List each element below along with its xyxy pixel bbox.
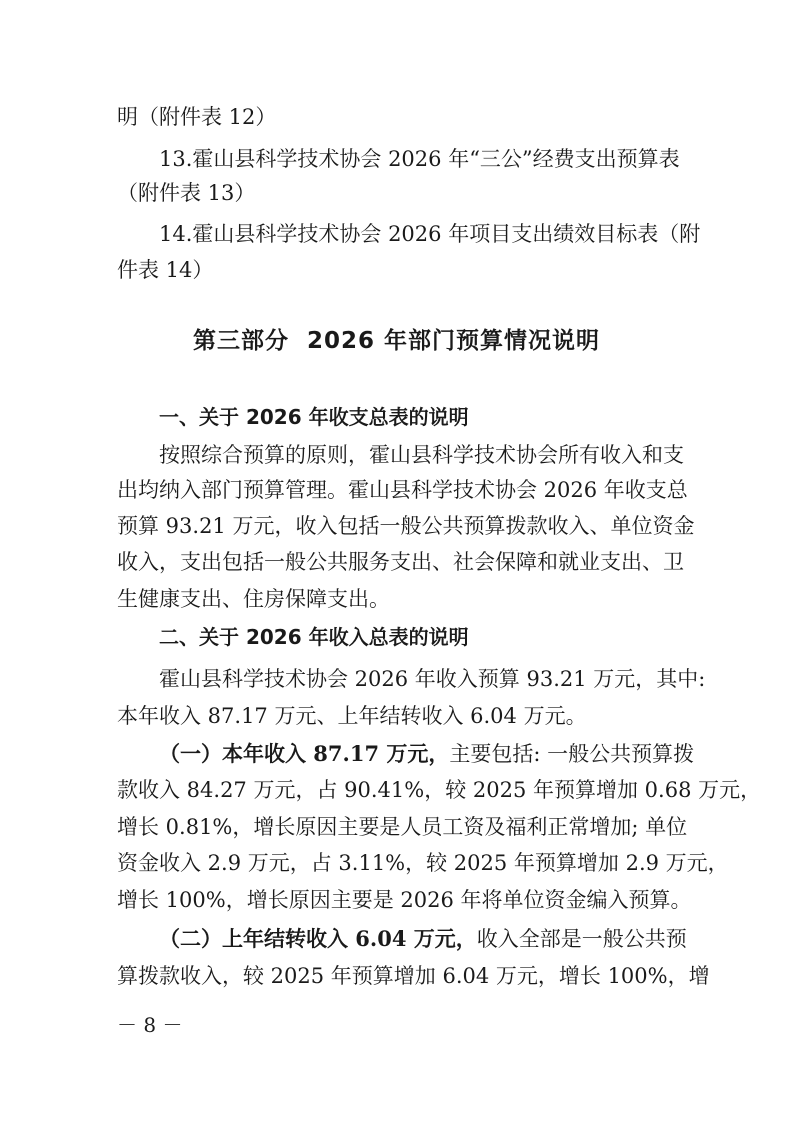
paragraph-line: 款收入 84.27 万元，占 90.41%，较 2025 年预算增加 0.68 万元，: [117, 778, 762, 802]
subsection-1-first-line: [159, 740, 694, 768]
paragraph-line: 出均纳入部门预算管理。霍山县科学技术协会 2026 年收支总: [117, 478, 688, 502]
attachment-list-continuation: 明（附件表 12）: [117, 105, 277, 129]
part2-heading: 二、关于 2026 年收入总表的说明: [159, 625, 469, 649]
paragraph-line: 按照综合预算的原则，霍山县科学技术协会所有收入和支: [159, 443, 684, 467]
paragraph-line: 增长 100%，增长原因主要是 2026 年将单位资金编入预算。: [117, 888, 692, 912]
subsection-2-text: 收入全部是一般公共预: [476, 927, 687, 951]
section-part-label: 第三部分: [192, 328, 289, 354]
section-title-text: 2026 年部门预算情况说明: [306, 328, 601, 354]
attachment-item-14-cont: 件表 14）: [117, 258, 214, 282]
subsection-1-heading: （一）本年收入 87.17 万元，: [159, 741, 450, 766]
attachment-item-13-cont: （附件表 13）: [117, 181, 256, 205]
paragraph-line: 收入，支出包括一般公共服务支出、社会保障和就业支出、卫: [117, 550, 684, 574]
attachment-item-13: 13.霍山县科学技术协会 2026 年“三公”经费支出预算表: [159, 147, 680, 171]
page-number: － 8 －: [117, 1013, 183, 1037]
paragraph-line: 生健康支出、住房保障支出。: [117, 587, 390, 611]
paragraph-line: 算拨款收入，较 2025 年预算增加 6.04 万元，增长 100%，增: [117, 964, 710, 988]
paragraph-line: 资金收入 2.9 万元，占 3.11%，较 2025 年预算增加 2.9 万元，: [117, 851, 729, 875]
part1-heading: 一、关于 2026 年收支总表的说明: [159, 405, 469, 429]
attachment-item-14: 14.霍山县科学技术协会 2026 年项目支出绩效目标表（附: [159, 222, 701, 246]
paragraph-line: 增长 0.81%，增长原因主要是人员工资及福利正常增加; 单位: [117, 815, 688, 839]
paragraph-line: 霍山县科学技术协会 2026 年收入预算 93.21 万元，其中:: [159, 667, 706, 691]
subsection-1-text: 主要包括: 一般公共预算拨: [449, 742, 695, 766]
paragraph-line: 本年收入 87.17 万元、上年结转收入 6.04 万元。: [117, 704, 587, 728]
subsection-2-first-line: [159, 925, 687, 953]
paragraph-line: 预算 93.21 万元，收入包括一般公共预算拨款收入、单位资金: [117, 514, 695, 538]
subsection-2-heading: （二）上年结转收入 6.04 万元，: [159, 926, 477, 951]
section-title: [0, 326, 793, 356]
